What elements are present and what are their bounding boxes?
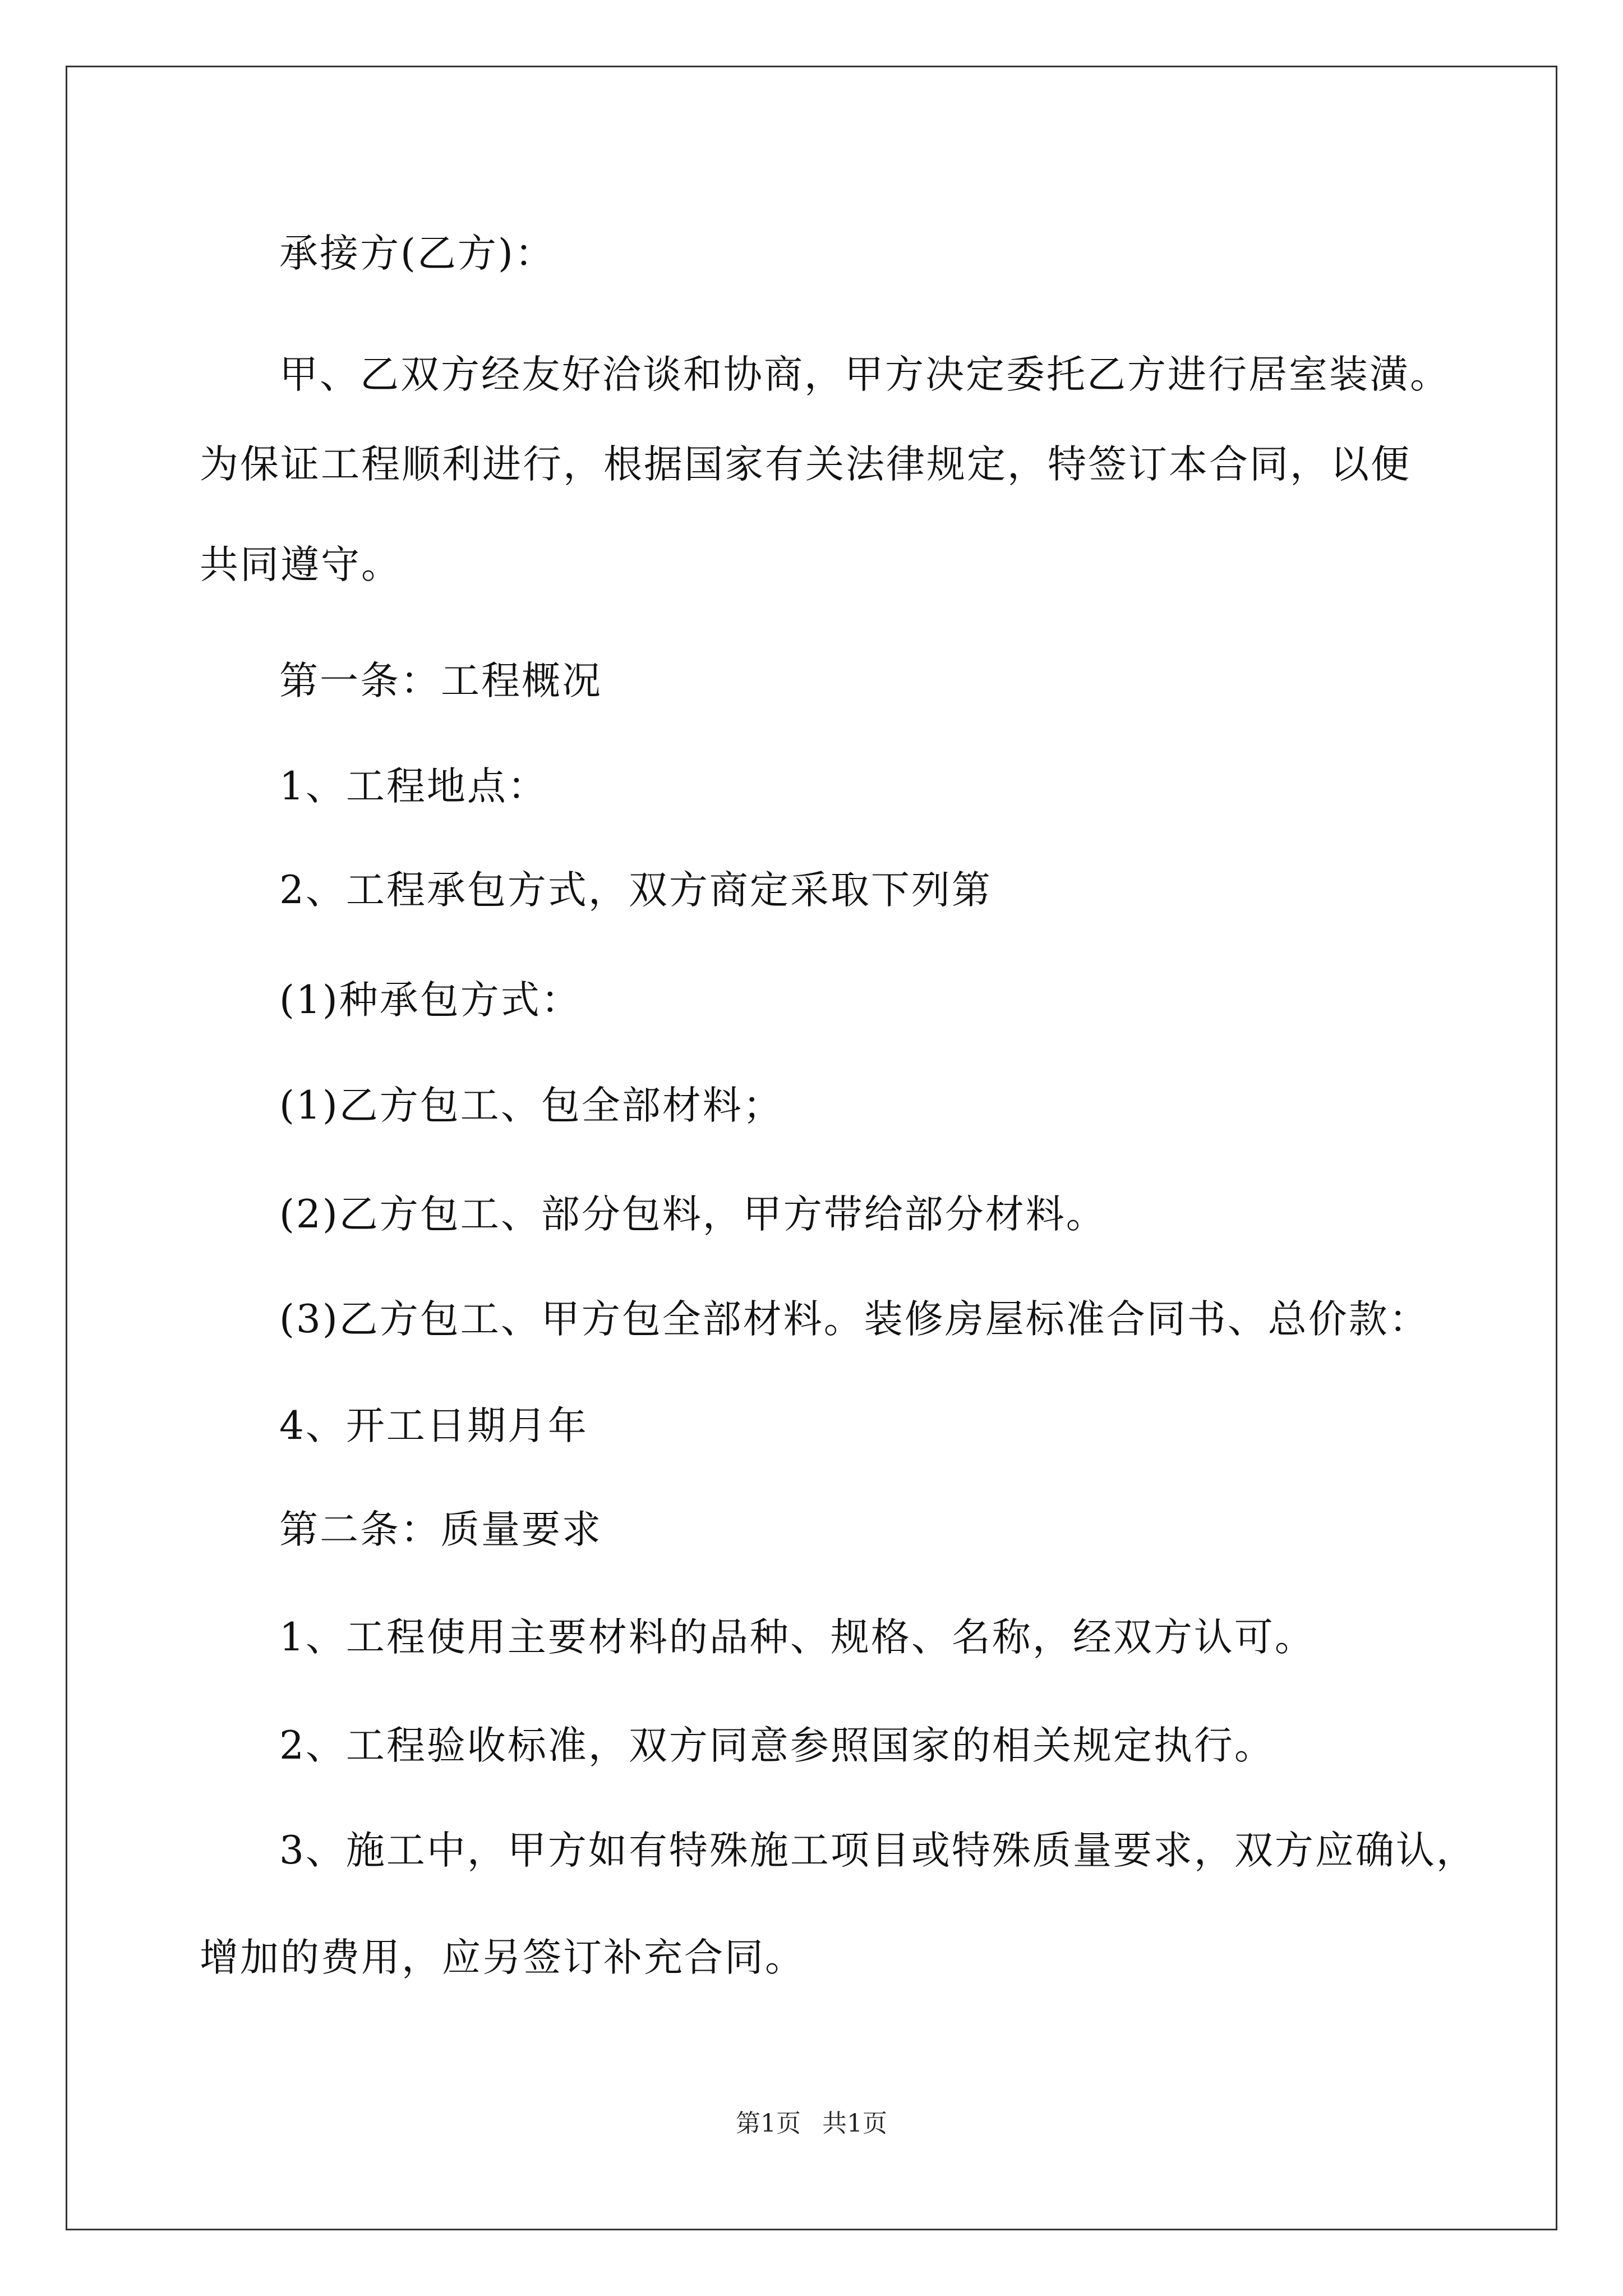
page-number-total: 共1页 <box>822 2109 887 2138</box>
page-number-current: 第1页 <box>736 2109 801 2138</box>
contractor-party-line: 承接方(乙方)： <box>279 231 555 276</box>
option-three-line: (3)乙方包工、甲方包全部材料。装修房屋标准合同书、总价款： <box>279 1297 1430 1342</box>
intro-paragraph-line-3: 共同遵守。 <box>200 542 402 587</box>
intro-paragraph-line-2: 为保证工程顺利进行，根据国家有关法律规定，特签订本合同，以便 <box>200 442 1411 487</box>
quality-item-three-line: 3、施工中，甲方如有特殊施工项目或特殊质量要求，双方应确认， <box>279 1828 1477 1873</box>
project-location-line: 1、工程地点： <box>279 764 548 809</box>
option-one-line: (1)乙方包工、包全部材料； <box>279 1083 783 1128</box>
start-date-line: 4、开工日期月年 <box>279 1404 588 1448</box>
page-footer <box>0 2111 1623 2136</box>
quality-item-two-line: 2、工程验收标准，双方同意参照国家的相关规定执行。 <box>279 1723 1275 1768</box>
article-one-heading: 第一条：工程概况 <box>279 659 602 703</box>
article-two-heading: 第二条：质量要求 <box>279 1507 602 1552</box>
option-two-line: (2)乙方包工、部分包料，甲方带给部分材料。 <box>279 1192 1106 1237</box>
quality-item-one-line: 1、工程使用主要材料的品种、规格、名称，经双方认可。 <box>279 1615 1315 1660</box>
contract-method-line: 2、工程承包方式，双方商定采取下列第 <box>279 868 992 913</box>
contract-method-choice-line: (1)种承包方式： <box>279 978 582 1023</box>
quality-item-three-continued-line: 增加的费用，应另签订补充合同。 <box>200 1935 805 1980</box>
intro-paragraph-line-1: 甲、乙双方经友好洽谈和协商，甲方决定委托乙方进行居室装潢。 <box>279 352 1450 397</box>
